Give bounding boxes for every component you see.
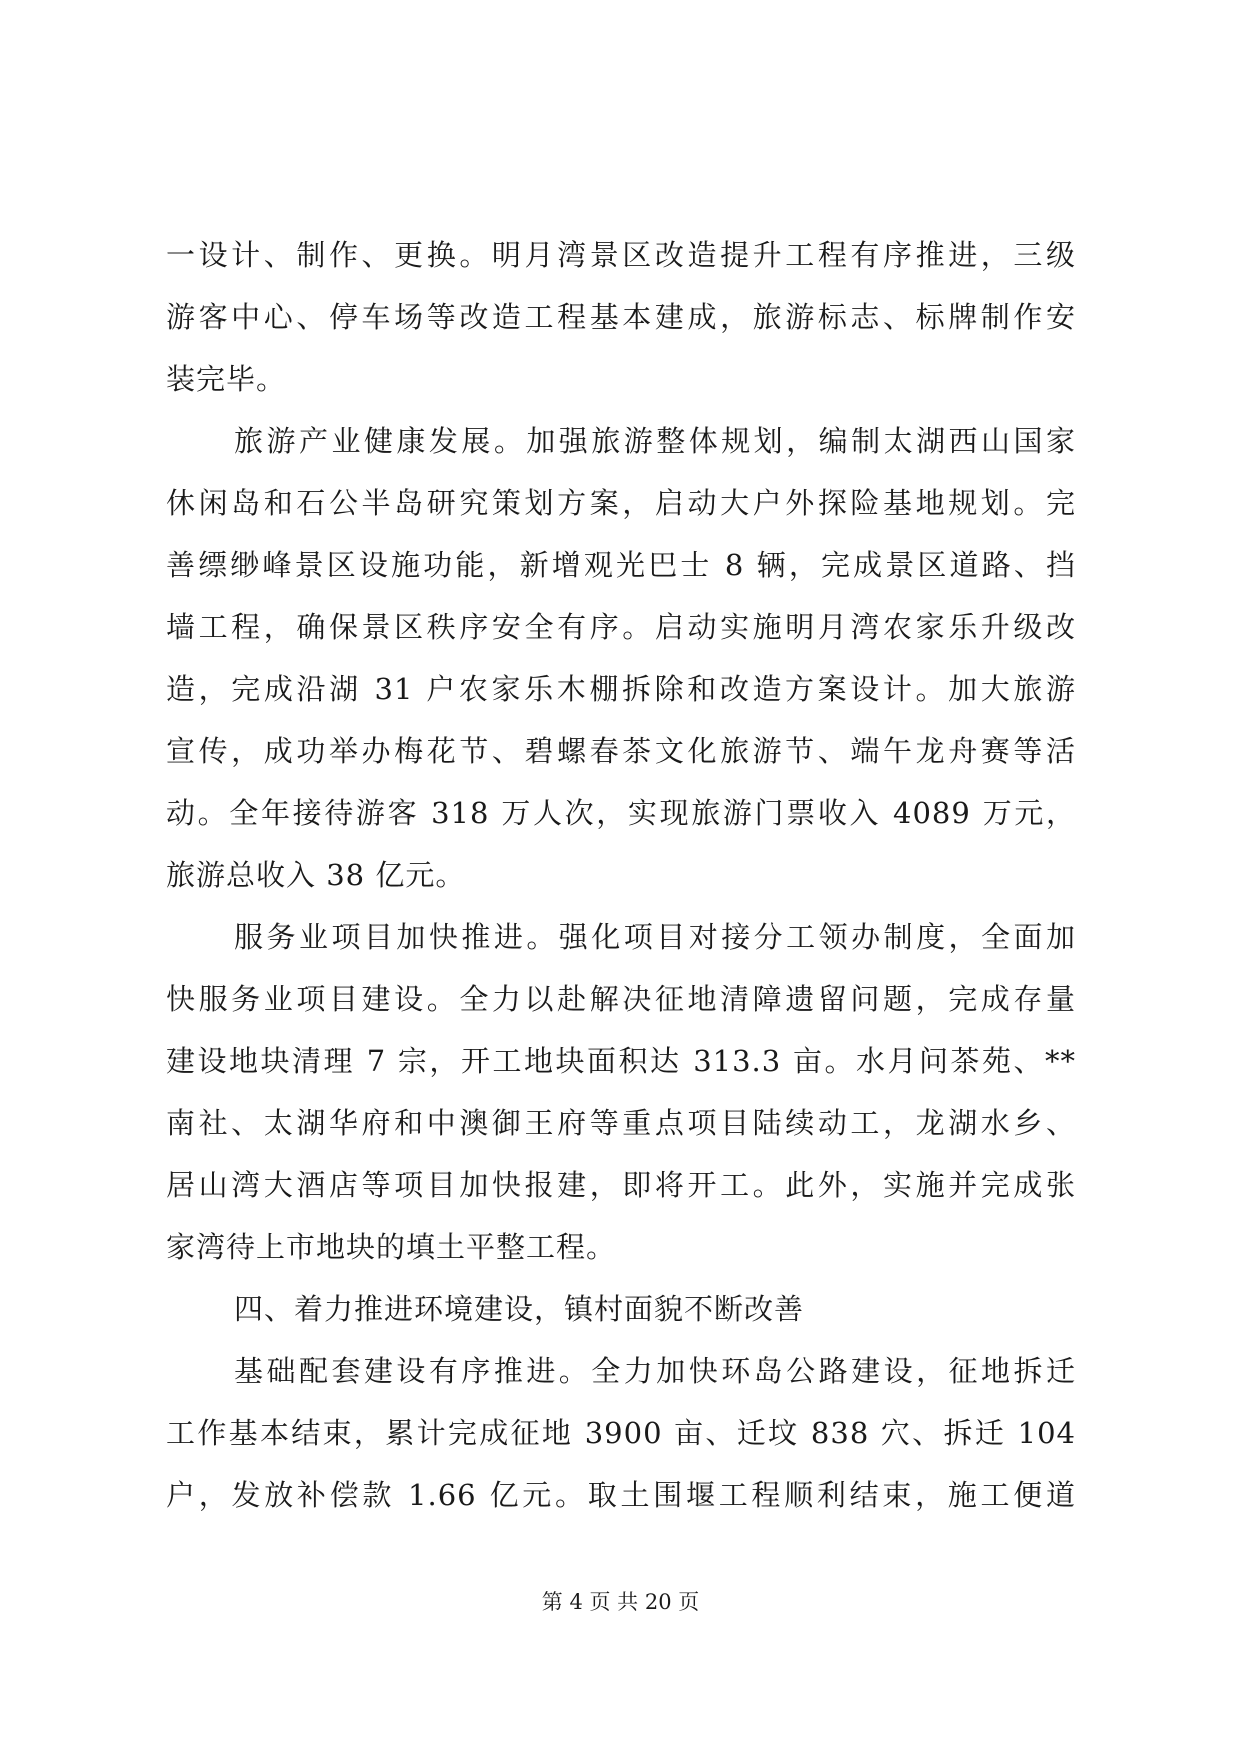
text-line: 旅游产业健康发展。加强旅游整体规划，编制太湖西山国家 <box>234 424 1076 458</box>
text-line: 建设地块清理 7 宗，开工地块面积达 313.3 亩。水月问茶苑、** <box>166 1044 1076 1078</box>
page-number-footer: 第 4 页 共 20 页 <box>541 1590 700 1614</box>
text-line: 南社、太湖华府和中澳御王府等重点项目陆续动工，龙湖水乡、 <box>166 1106 1076 1140</box>
text-line: 工作基本结束，累计完成征地 3900 亩、迁坟 838 穴、拆迁 104 <box>166 1416 1076 1450</box>
text-line: 造，完成沿湖 31 户农家乐木棚拆除和改造方案设计。加大旅游 <box>166 672 1076 706</box>
text-line: 四、着力推进环境建设，镇村面貌不断改善 <box>234 1292 805 1326</box>
text-line: 动。全年接待游客 318 万人次，实现旅游门票收入 4089 万元， <box>166 796 1076 830</box>
text-line: 游客中心、停车场等改造工程基本建成，旅游标志、标牌制作安 <box>166 300 1076 334</box>
text-line: 墙工程，确保景区秩序安全有序。启动实施明月湾农家乐升级改 <box>166 610 1076 644</box>
text-line: 休闲岛和石公半岛研究策划方案，启动大户外探险基地规划。完 <box>166 486 1076 520</box>
text-line: 基础配套建设有序推进。全力加快环岛公路建设，征地拆迁 <box>234 1354 1076 1388</box>
text-line: 装完毕。 <box>166 362 287 396</box>
text-line: 旅游总收入 38 亿元。 <box>166 858 466 892</box>
text-line: 宣传，成功举办梅花节、碧螺春茶文化旅游节、端午龙舟赛等活 <box>166 734 1076 768</box>
document-body <box>166 224 1076 1526</box>
text-line: 居山湾大酒店等项目加快报建，即将开工。此外，实施并完成张 <box>166 1168 1076 1202</box>
text-line: 户，发放补偿款 1.66 亿元。取土围堰工程顺利结束，施工便道 <box>166 1478 1076 1512</box>
text-line: 服务业项目加快推进。强化项目对接分工领办制度，全面加 <box>234 920 1076 954</box>
text-line: 善缥缈峰景区设施功能，新增观光巴士 8 辆，完成景区道路、挡 <box>166 548 1076 582</box>
text-line: 家湾待上市地块的填土平整工程。 <box>166 1230 617 1264</box>
text-line: 快服务业项目建设。全力以赴解决征地清障遗留问题，完成存量 <box>166 982 1076 1016</box>
text-line: 一设计、制作、更换。明月湾景区改造提升工程有序推进，三级 <box>166 238 1076 272</box>
